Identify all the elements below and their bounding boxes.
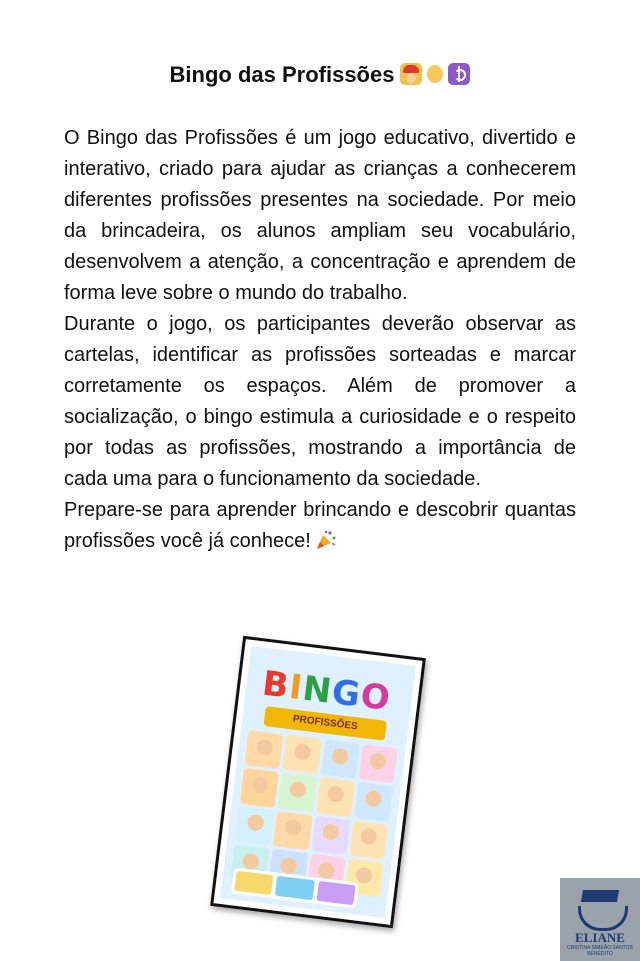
poster-color-block xyxy=(316,881,355,905)
paragraph-intro: O Bingo das Profissões é um jogo educativo, divertido e interativo, criado para ajudar as crianças a conhecerem diferentes profissões presentes na sociedade. Por meio da brincadeira, os alunos ampliam seu vocabulário, desenvolvem a atenção, a concentração e aprendem de forma leve sobre o mundo do trabalho. xyxy=(64,127,576,304)
poster-profession-cell xyxy=(320,740,359,779)
paragraph-closing-text: Prepare-se para aprender brincando e descobrir quantas profissões você já conhece! xyxy=(64,499,576,552)
poster-headline-letter: G xyxy=(329,672,364,716)
poster-profession-cell xyxy=(358,744,397,783)
person-icon xyxy=(424,63,446,85)
poster-headline-letter: N xyxy=(300,668,335,712)
poster-profession-cell xyxy=(354,782,393,821)
poster-profession-cell xyxy=(316,777,355,816)
poster-background xyxy=(220,646,416,918)
poster-profession-cell xyxy=(311,815,350,854)
construction-worker-icon xyxy=(400,63,422,85)
poster-color-block xyxy=(275,876,314,900)
bingo-poster-image xyxy=(210,636,426,928)
poster-headline-letter: O xyxy=(358,675,393,720)
poster-headline-letter: I xyxy=(286,666,306,709)
title-emoji-group xyxy=(400,63,470,85)
poster-profession-cell xyxy=(245,730,284,769)
book-icon xyxy=(578,906,628,931)
poster-profession-cell xyxy=(235,806,274,845)
logo-subtitle: CRISTINA SIMEÃO SANTOS BENEDITO xyxy=(567,945,633,957)
poster-subtitle: PROFISSÕES xyxy=(263,706,387,741)
poster-color-block xyxy=(234,871,273,895)
poster-profession-cell xyxy=(273,811,312,850)
description-text xyxy=(64,123,576,557)
poster-headline-letter: B xyxy=(260,663,292,707)
paragraph-gameplay: Durante o jogo, os participantes deverão observar as cartelas, identificar as profissões sorteadas e marcar corretamente os espaços. Além de promover a socialização, o bingo estimula a curiosidade e o respeito por todas as profissões, mostrando a importância de cada uma para o funcionamento da sociedade. xyxy=(64,313,576,490)
eliane-logo xyxy=(560,878,640,961)
poster-profession-cell xyxy=(278,773,317,812)
graduation-cap-icon xyxy=(581,890,619,902)
paragraph-closing xyxy=(64,495,576,557)
logo-name: ELIANE xyxy=(575,930,625,945)
poster-profession-cell xyxy=(240,768,279,807)
page-title-text: Bingo das Profissões xyxy=(169,62,395,87)
poster-profession-cell xyxy=(349,820,388,859)
page-title xyxy=(0,62,640,88)
party-popper-icon xyxy=(315,529,337,551)
medical-symbol-icon xyxy=(448,63,470,85)
poster-profession-cell xyxy=(282,735,321,774)
